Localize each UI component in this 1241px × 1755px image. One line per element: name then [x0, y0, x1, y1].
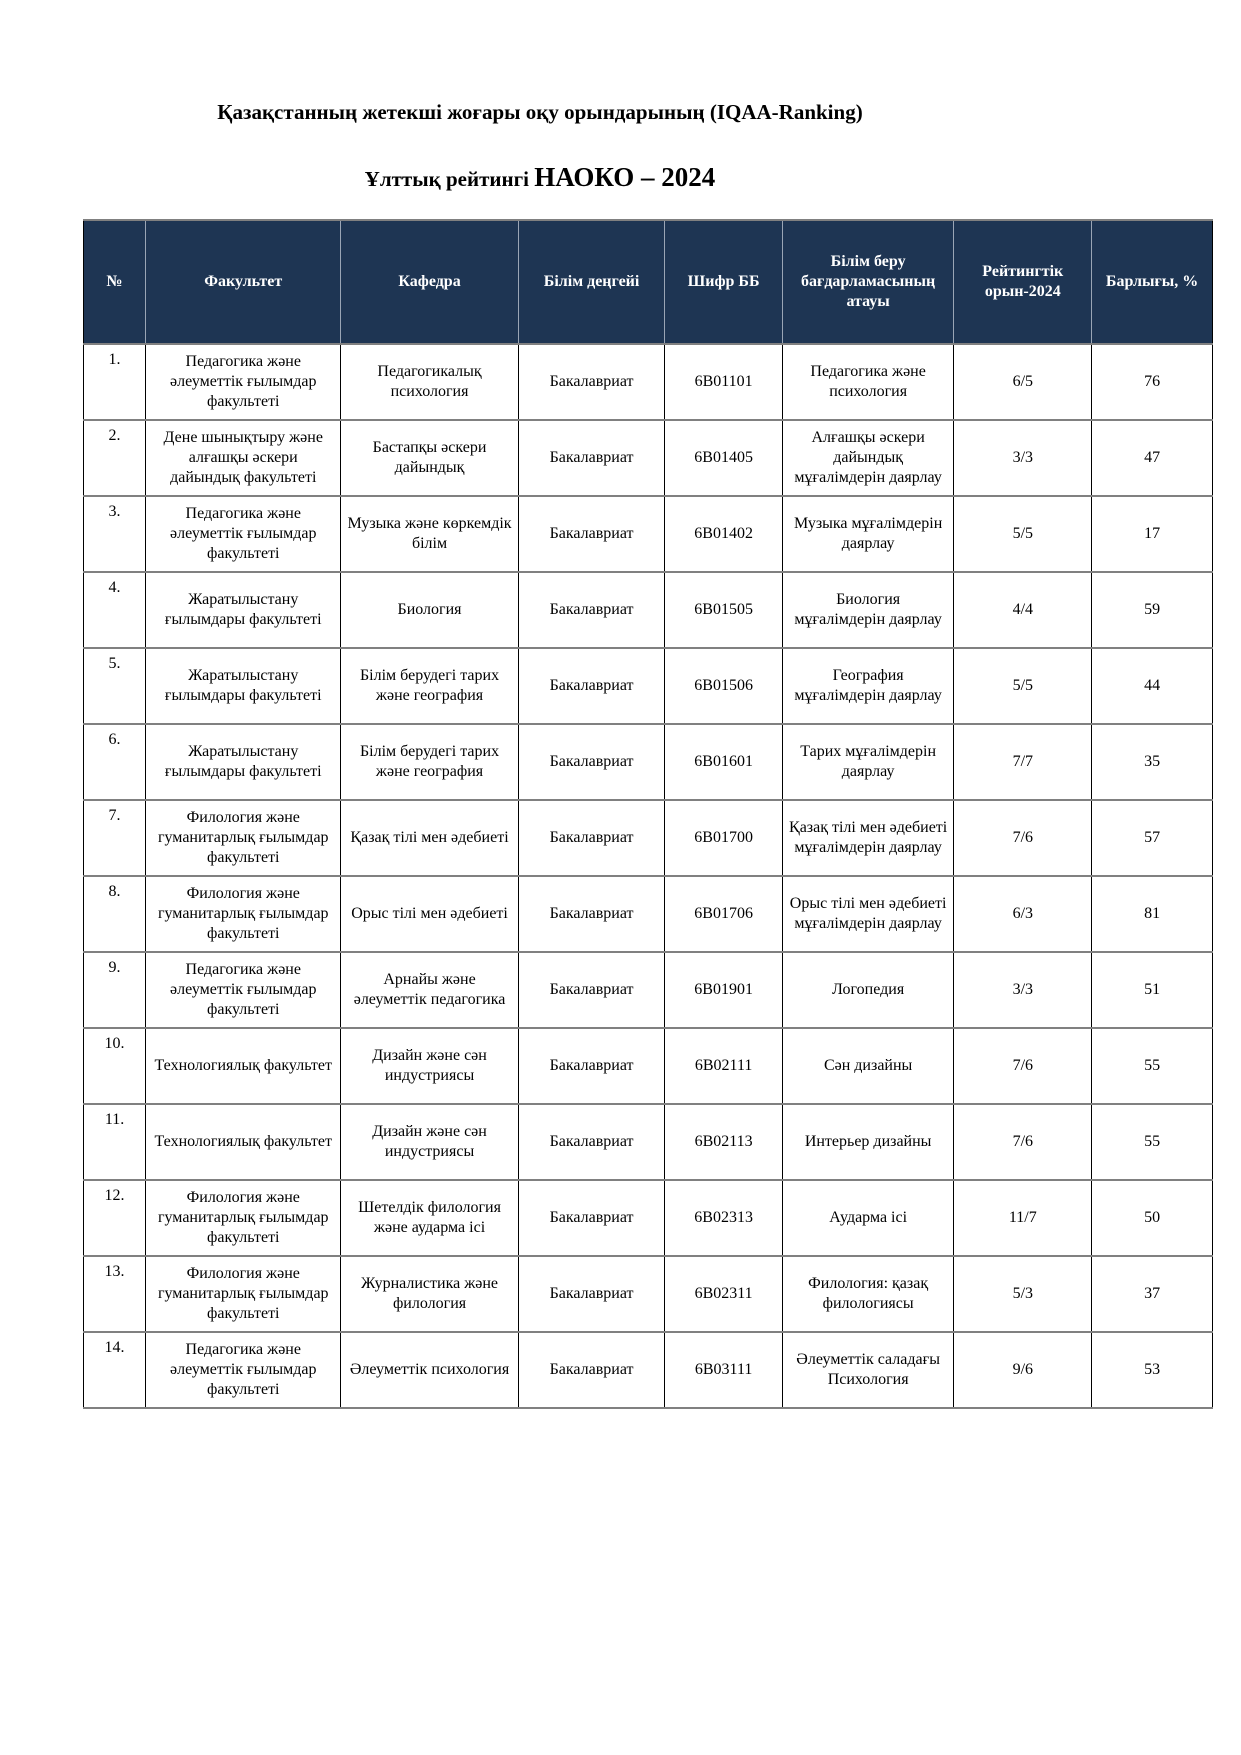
total-percent-cell: 55 — [1092, 1028, 1213, 1104]
education-level-cell: Бакалавриат — [518, 648, 665, 724]
faculty-cell: Педагогика және әлеуметтік ғылымдар факультеті — [146, 1332, 341, 1408]
rating-place-cell: 7/7 — [954, 724, 1092, 800]
table-body — [84, 344, 1213, 1408]
rating-place-cell: 9/6 — [954, 1332, 1092, 1408]
department-cell: Бастапқы әскери дайындық — [341, 420, 518, 496]
row-number: 12. — [84, 1180, 146, 1256]
department-cell: Орыс тілі мен әдебиеті — [341, 876, 518, 952]
department-cell: Дизайн және сән индустриясы — [341, 1028, 518, 1104]
faculty-cell: Филология және гуманитарлық ғылымдар факультеті — [146, 800, 341, 876]
column-header-program-name: Білім беру бағдарламасының атауы — [782, 220, 954, 344]
total-percent-cell: 44 — [1092, 648, 1213, 724]
table-row — [84, 1180, 1213, 1256]
program-name-cell: Алғашқы әскери дайындық мұғалімдерін даярлау — [782, 420, 954, 496]
table-row — [84, 420, 1213, 496]
education-level-cell: Бакалавриат — [518, 952, 665, 1028]
program-code-cell: 6В03111 — [665, 1332, 782, 1408]
subtitle-prefix: Ұлттық рейтингі — [364, 167, 535, 192]
table-header — [84, 220, 1213, 344]
total-percent-cell: 53 — [1092, 1332, 1213, 1408]
rating-place-cell: 4/4 — [954, 572, 1092, 648]
department-cell: Арнайы және әлеуметтік педагогика — [341, 952, 518, 1028]
rating-place-cell: 5/3 — [954, 1256, 1092, 1332]
table-row — [84, 1256, 1213, 1332]
program-code-cell: 6В01101 — [665, 344, 782, 420]
faculty-cell: Филология және гуманитарлық ғылымдар факультеті — [146, 1180, 341, 1256]
page-title: Қазақстанның жетекші жоғары оқу орындарының (IQAA-Ranking) — [217, 100, 863, 124]
department-cell: Биология — [341, 572, 518, 648]
table-row — [84, 1028, 1213, 1104]
faculty-cell: Педагогика және әлеуметтік ғылымдар факультеті — [146, 344, 341, 420]
faculty-cell: Жаратылыстану ғылымдары факультеті — [146, 648, 341, 724]
program-code-cell: 6В01402 — [665, 496, 782, 572]
department-cell: Білім берудегі тарих және география — [341, 648, 518, 724]
ranking-table — [83, 219, 1213, 1409]
education-level-cell: Бакалавриат — [518, 800, 665, 876]
table-row — [84, 724, 1213, 800]
table-row — [84, 876, 1213, 952]
column-header-faculty: Факультет — [146, 220, 341, 344]
program-name-cell: Аударма ісі — [782, 1180, 954, 1256]
column-header-total-percent: Барлығы, % — [1092, 220, 1213, 344]
program-name-cell: Орыс тілі мен әдебиеті мұғалімдерін даярлау — [782, 876, 954, 952]
rating-place-cell: 5/5 — [954, 648, 1092, 724]
department-cell: Білім берудегі тарих және география — [341, 724, 518, 800]
department-cell: Музыка және көркемдік білім — [341, 496, 518, 572]
program-name-cell: Сән дизайны — [782, 1028, 954, 1104]
program-code-cell: 6В01706 — [665, 876, 782, 952]
program-code-cell: 6В01506 — [665, 648, 782, 724]
document-headings — [84, 0, 996, 193]
column-header-education-level: Білім деңгейі — [518, 220, 665, 344]
row-number: 6. — [84, 724, 146, 800]
program-code-cell: 6В02313 — [665, 1180, 782, 1256]
row-number: 13. — [84, 1256, 146, 1332]
faculty-cell: Жаратылыстану ғылымдары факультеті — [146, 572, 341, 648]
program-code-cell: 6В01601 — [665, 724, 782, 800]
total-percent-cell: 37 — [1092, 1256, 1213, 1332]
program-name-cell: Әлеуметтік саладағы Психология — [782, 1332, 954, 1408]
total-percent-cell: 35 — [1092, 724, 1213, 800]
table-row — [84, 1104, 1213, 1180]
department-cell: Дизайн және сән индустриясы — [341, 1104, 518, 1180]
department-cell: Педагогикалық психология — [341, 344, 518, 420]
program-code-cell: 6В01505 — [665, 572, 782, 648]
table-row — [84, 648, 1213, 724]
rating-place-cell: 6/5 — [954, 344, 1092, 420]
row-number: 2. — [84, 420, 146, 496]
row-number: 8. — [84, 876, 146, 952]
table-row — [84, 952, 1213, 1028]
column-header-department: Кафедра — [341, 220, 518, 344]
education-level-cell: Бакалавриат — [518, 876, 665, 952]
rating-place-cell: 7/6 — [954, 1104, 1092, 1180]
education-level-cell: Бакалавриат — [518, 1104, 665, 1180]
faculty-cell: Филология және гуманитарлық ғылымдар факультеті — [146, 1256, 341, 1332]
subtitle-emphasis: НАОКО – 2024 — [534, 162, 716, 193]
program-code-cell: 6В01901 — [665, 952, 782, 1028]
total-percent-cell: 55 — [1092, 1104, 1213, 1180]
program-name-cell: Педагогика және психология — [782, 344, 954, 420]
faculty-cell: Педагогика және әлеуметтік ғылымдар факультеті — [146, 496, 341, 572]
department-cell: Әлеуметтік психология — [341, 1332, 518, 1408]
table-row — [84, 800, 1213, 876]
column-header-rating-place: Рейтингтік орын-2024 — [954, 220, 1092, 344]
row-number: 5. — [84, 648, 146, 724]
program-code-cell: 6В01405 — [665, 420, 782, 496]
row-number: 7. — [84, 800, 146, 876]
program-code-cell: 6В01700 — [665, 800, 782, 876]
faculty-cell: Дене шынықтыру және алғашқы әскери дайындық факультеті — [146, 420, 341, 496]
department-cell: Қазақ тілі мен әдебиеті — [341, 800, 518, 876]
rating-place-cell: 7/6 — [954, 1028, 1092, 1104]
education-level-cell: Бакалавриат — [518, 1332, 665, 1408]
column-header-number: № — [84, 220, 146, 344]
program-name-cell: Интерьер дизайны — [782, 1104, 954, 1180]
total-percent-cell: 17 — [1092, 496, 1213, 572]
department-cell: Журналистика және филология — [341, 1256, 518, 1332]
row-number: 4. — [84, 572, 146, 648]
row-number: 10. — [84, 1028, 146, 1104]
row-number: 1. — [84, 344, 146, 420]
education-level-cell: Бакалавриат — [518, 1028, 665, 1104]
row-number: 11. — [84, 1104, 146, 1180]
education-level-cell: Бакалавриат — [518, 1256, 665, 1332]
education-level-cell: Бакалавриат — [518, 724, 665, 800]
rating-place-cell: 3/3 — [954, 420, 1092, 496]
table-row — [84, 572, 1213, 648]
education-level-cell: Бакалавриат — [518, 496, 665, 572]
total-percent-cell: 47 — [1092, 420, 1213, 496]
faculty-cell: Педагогика және әлеуметтік ғылымдар факультеті — [146, 952, 341, 1028]
table-row — [84, 344, 1213, 420]
program-name-cell: Музыка мұғалімдерін даярлау — [782, 496, 954, 572]
program-name-cell: Биология мұғалімдерін даярлау — [782, 572, 954, 648]
faculty-cell: Технологиялық факультет — [146, 1104, 341, 1180]
rating-place-cell: 11/7 — [954, 1180, 1092, 1256]
total-percent-cell: 59 — [1092, 572, 1213, 648]
table-row — [84, 496, 1213, 572]
program-code-cell: 6В02111 — [665, 1028, 782, 1104]
row-number: 9. — [84, 952, 146, 1028]
table-header-row — [84, 220, 1213, 344]
education-level-cell: Бакалавриат — [518, 572, 665, 648]
faculty-cell: Технологиялық факультет — [146, 1028, 341, 1104]
program-name-cell: География мұғалімдерін даярлау — [782, 648, 954, 724]
total-percent-cell: 50 — [1092, 1180, 1213, 1256]
program-name-cell: Логопедия — [782, 952, 954, 1028]
program-code-cell: 6В02311 — [665, 1256, 782, 1332]
faculty-cell: Жаратылыстану ғылымдары факультеті — [146, 724, 341, 800]
program-name-cell: Тарих мұғалімдерін даярлау — [782, 724, 954, 800]
page-subtitle — [84, 163, 996, 193]
row-number: 14. — [84, 1332, 146, 1408]
rating-place-cell: 3/3 — [954, 952, 1092, 1028]
department-cell: Шетелдік филология және аударма ісі — [341, 1180, 518, 1256]
rating-place-cell: 7/6 — [954, 800, 1092, 876]
table-row — [84, 1332, 1213, 1408]
total-percent-cell: 51 — [1092, 952, 1213, 1028]
total-percent-cell: 76 — [1092, 344, 1213, 420]
rating-place-cell: 5/5 — [954, 496, 1092, 572]
education-level-cell: Бакалавриат — [518, 1180, 665, 1256]
rating-place-cell: 6/3 — [954, 876, 1092, 952]
program-code-cell: 6В02113 — [665, 1104, 782, 1180]
row-number: 3. — [84, 496, 146, 572]
faculty-cell: Филология және гуманитарлық ғылымдар факультеті — [146, 876, 341, 952]
education-level-cell: Бакалавриат — [518, 344, 665, 420]
total-percent-cell: 81 — [1092, 876, 1213, 952]
column-header-program-code: Шифр ББ — [665, 220, 782, 344]
program-name-cell: Қазақ тілі мен әдебиеті мұғалімдерін даярлау — [782, 800, 954, 876]
education-level-cell: Бакалавриат — [518, 420, 665, 496]
program-name-cell: Филология: қазақ филологиясы — [782, 1256, 954, 1332]
total-percent-cell: 57 — [1092, 800, 1213, 876]
